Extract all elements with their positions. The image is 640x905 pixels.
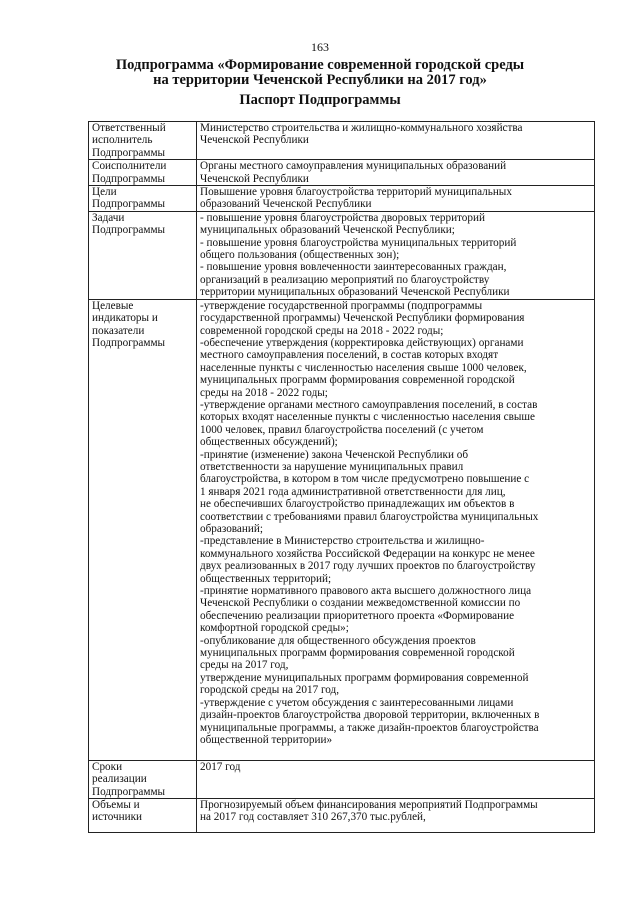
row-label-line: Подпрограммы	[92, 224, 166, 237]
row-content-line: на 2017 год составляет 310 267,370 тыс.рублей,	[200, 811, 426, 824]
row-content-cell	[197, 160, 595, 186]
row-label-line: Подпрограммы	[92, 198, 166, 211]
row-content-line: образований Чеченской Республики	[200, 198, 372, 211]
passport-table	[88, 121, 595, 833]
row-content-line: муниципальных программ формирования современной городской	[200, 647, 515, 660]
row-content-cell	[197, 760, 595, 798]
row-content-line: общего пользования (общественных зон);	[200, 249, 400, 262]
passport-row	[89, 798, 595, 832]
row-content-line: 2017 год	[200, 760, 241, 773]
row-label-line: Объемы и	[92, 798, 140, 811]
row-content-line: населенные пункты с численностью населения свыше 1000 человек,	[200, 361, 527, 374]
row-content-line: -принятие (изменение) закона Чеченской Республики об	[200, 448, 469, 461]
passport-row	[89, 299, 595, 760]
row-content-line: не обеспечивших благоустройство принадлежащих им объектов в	[200, 498, 515, 511]
row-content-line: Министерство строительства и жилищно-коммунального хозяйства	[200, 122, 523, 134]
row-content-line: которых входят населенные пункты с численностью населения свыше	[200, 411, 535, 424]
row-content-line: современной городской среды на 2018 - 2022 годы;	[200, 324, 444, 337]
row-label-line: Подпрограммы	[92, 172, 166, 185]
page-number: 163	[311, 40, 329, 54]
title-line: на территории Чеченской Республики на 2017 год»	[153, 72, 487, 88]
row-content-line: -опубликование для общественного обсуждения проектов	[200, 634, 476, 647]
row-content-line: ответственности за нарушение муниципальных правил	[200, 460, 464, 473]
row-content-line: организаций в реализацию мероприятий по благоустройству	[200, 273, 490, 286]
row-content-line: утверждение муниципальных программ формирования современной	[200, 671, 529, 684]
row-label-cell	[89, 798, 197, 832]
row-content-line: местного самоуправления поселений, в состав которых входят	[200, 349, 499, 362]
row-label-line: Цели	[92, 186, 117, 199]
passport-row	[89, 160, 595, 186]
row-content-line: общественных территорий;	[200, 572, 332, 585]
row-content-line: муниципальных программ формирования современной городской	[200, 374, 515, 387]
row-content-line: - повышение уровня благоустройства муниципальных территорий	[200, 236, 517, 249]
row-content-line: -утверждение с учетом обсуждения с заинтересованными лицами	[200, 696, 514, 709]
title-line: Подпрограмма «Формирование современной городской среды	[115, 57, 525, 73]
row-content-line: государственной программы) Чеченской Республики формирования	[200, 312, 525, 325]
row-content-line: образований;	[200, 523, 263, 535]
row-content-cell	[197, 186, 595, 212]
row-content-line: 1000 человек, правил благоустройства поселений (с учетом	[200, 423, 484, 436]
passport-row	[89, 122, 595, 160]
row-content-line: -принятие нормативного правового акта высшего должностного лица	[200, 585, 532, 598]
row-content-line: Чеченской Республики	[200, 172, 309, 185]
passport-row	[89, 211, 595, 299]
row-content-line: общественной территории»	[200, 733, 333, 746]
row-content-line: территории муниципальных образований Чеченской Республики	[200, 286, 510, 299]
row-label-line: Целевые	[92, 299, 134, 312]
row-label-line: показатели	[92, 324, 145, 337]
row-label-line: Подпрограммы	[92, 785, 166, 798]
row-label-cell	[89, 211, 197, 299]
row-content-line: - повышение уровня вовлеченности заинтересованных граждан,	[200, 261, 507, 274]
row-label-line: исполнитель	[92, 134, 153, 147]
row-content-cell	[197, 211, 595, 299]
row-label-line: источники	[92, 811, 143, 824]
document-title	[60, 58, 580, 88]
row-content-line: -представление в Министерство строительства и жилищно-	[200, 535, 485, 548]
row-label-line: Задачи	[92, 211, 125, 224]
row-content-line: Чеченской Республики о создании межведомственной комиссии по	[200, 597, 521, 610]
row-content-line: среды на 2018 - 2022 годы;	[200, 386, 328, 399]
row-content-cell	[197, 299, 595, 760]
passport-row	[89, 186, 595, 212]
row-label-line: индикаторы и	[92, 312, 158, 325]
row-label-line: Сроки	[92, 760, 123, 773]
row-content-line: -утверждение органами местного самоуправления поселений, в состав	[200, 398, 538, 411]
row-content-line: Повышение уровня благоустройства территорий муниципальных	[200, 186, 512, 199]
passport-table-body	[89, 122, 595, 833]
passport-row	[89, 760, 595, 798]
row-label-cell	[89, 760, 197, 798]
passport-heading: Паспорт Подпрограммы	[239, 92, 401, 108]
row-content-cell	[197, 798, 595, 832]
row-content-line: Прогнозируемый объем финансирования мероприятий Подпрограммы	[200, 798, 538, 811]
row-content-line: -обеспечение утверждения (корректировка действующих) органами	[200, 336, 524, 349]
row-content-line: дизайн-проектов благоустройства дворовой территории, включенных в	[200, 709, 540, 722]
row-label-line: Подпрограммы	[92, 336, 166, 349]
row-content-line: соответствии с требованиями правил благоустройства муниципальных	[200, 510, 539, 523]
row-content-line: муниципальных образований Чеченской Республики;	[200, 224, 455, 237]
row-content-line: -утверждение государственной программы (подпрограммы	[200, 299, 483, 312]
row-label-line: Ответственный	[92, 122, 166, 134]
row-content-line: благоустройства, в котором в том числе предусмотрено повышение с	[200, 473, 530, 486]
row-label-cell	[89, 186, 197, 212]
row-label-line: Соисполнители	[92, 160, 167, 173]
row-content-line: общественных обсуждений);	[200, 436, 338, 449]
row-label-line: реализации	[92, 773, 147, 786]
row-content-line: коммунального хозяйства Российской Федерации на конкурс не менее	[200, 547, 535, 560]
row-content-line: муниципальные программы, а также дизайн-проектов благоустройства	[200, 721, 539, 734]
row-label-cell	[89, 122, 197, 160]
row-content-cell	[197, 122, 595, 160]
row-label-line: Подпрограммы	[92, 146, 166, 159]
row-content-line: Чеченской Республики	[200, 134, 309, 147]
row-content-line: - повышение уровня благоустройства дворовых территорий	[200, 211, 485, 224]
row-content-line: двух реализованных в 2017 году лучших проектов по благоустройству	[200, 560, 536, 573]
row-content-line: городской среды на 2017 год,	[200, 684, 340, 697]
row-content-line: Органы местного самоуправления муниципальных образований	[200, 160, 507, 173]
row-content-line: среды на 2017 год,	[200, 659, 289, 672]
row-content-line: комфортной городской среды»;	[200, 622, 349, 635]
row-content-line: обеспечению реализации приоритетного проекта «Формирование	[200, 609, 515, 622]
row-label-cell	[89, 160, 197, 186]
row-content-line: 1 января 2021 года административной ответственности для лиц,	[200, 485, 506, 498]
row-label-cell	[89, 299, 197, 760]
